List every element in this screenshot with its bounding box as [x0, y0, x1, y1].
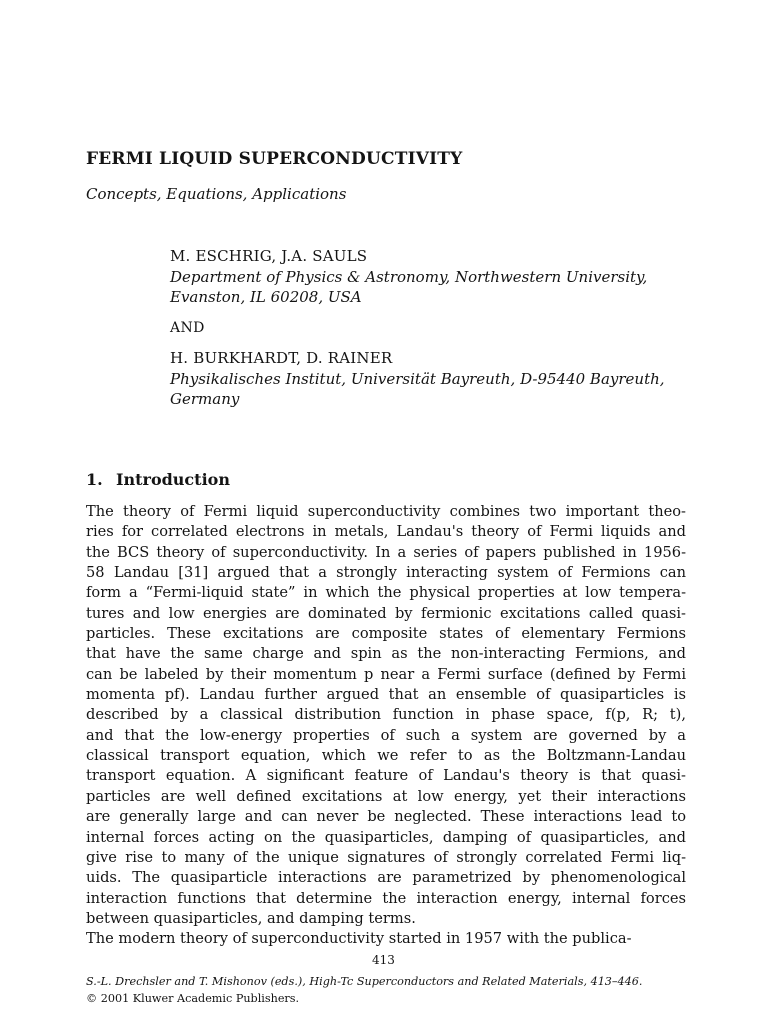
body-line: 58 Landau [31] argued that a strongly interacting system of Fermions can [86, 564, 686, 582]
author-names: H. BURKHARDT, D. RAINER [170, 349, 393, 367]
body-line: The theory of Fermi liquid superconductivity combines two important theo- [86, 503, 686, 520]
body-line: The modern theory of superconductivity started in 1957 with the publica- [86, 930, 632, 948]
footer-citation: S.-L. Drechsler and T. Mishonov (eds.), High-Tc Superconductors and Related Materials, 413–446. [86, 975, 643, 988]
body-line: between quasiparticles, and damping terms. [86, 909, 416, 927]
affiliation-line: Germany [170, 390, 240, 408]
body-line: tures and low energies are dominated by fermionic excitations called quasi- [86, 604, 686, 622]
body-line: ries for correlated electrons in metals, Landau's theory of Fermi liquids and [86, 523, 686, 541]
paper-title: FERMI LIQUID SUPERCONDUCTIVITY [86, 149, 463, 169]
body-line: can be labeled by their momentum p near a Fermi surface (defined by Fermi [86, 665, 686, 683]
footer [86, 974, 642, 1007]
section-title: Introduction [116, 470, 230, 489]
affiliation-line: Evanston, IL 60208, USA [170, 288, 362, 306]
body-line: described by a classical distribution function in phase space, f(p, R; t), [86, 706, 686, 724]
affiliation-line: Physikalisches Institut, Universität Bayreuth, D-95440 Bayreuth, [170, 369, 665, 388]
body-line: form a “Fermi-liquid state” in which the physical properties at low tempera- [86, 584, 686, 602]
body-line: interaction functions that determine the interaction energy, internal forces [86, 889, 686, 907]
footer-copyright: © 2001 Kluwer Academic Publishers. [86, 991, 300, 1005]
body-line: classical transport equation, which we refer to as the Boltzmann-Landau [86, 747, 686, 765]
body-line: the BCS theory of superconductivity. In a series of papers published in 1956- [86, 543, 686, 561]
paper-subtitle: Concepts, Equations, Applications [86, 185, 347, 203]
body-paragraph [86, 502, 686, 950]
body-line: momenta pf). Landau further argued that an ensemble of quasiparticles is [86, 686, 686, 704]
body-line: internal forces acting on the quasiparticles, damping of quasiparticles, and [86, 828, 686, 846]
section-heading [86, 470, 230, 489]
body-line: give rise to many of the unique signatures of strongly correlated Fermi liq- [86, 848, 686, 866]
body-line: particles are well defined excitations at low energy, yet their interactions [86, 787, 686, 805]
body-line: particles. These excitations are composite states of elementary Fermions [86, 625, 686, 643]
body-line: that have the same charge and spin as the non-interacting Fermions, and [86, 645, 686, 663]
body-line: and that the low-energy properties of such a system are governed by a [86, 726, 686, 744]
author-block-1 [170, 246, 690, 308]
affiliation-line: Department of Physics & Astronomy, Northwestern University, [170, 267, 648, 286]
body-line: transport equation. A significant feature of Landau's theory is that quasi- [86, 767, 686, 785]
author-names: M. ESCHRIG, J.A. SAULS [170, 247, 368, 265]
page-number: 413 [372, 953, 395, 967]
section-number: 1. [86, 470, 103, 489]
body-line: uids. The quasiparticle interactions are parametrized by phenomenological [86, 869, 686, 887]
author-separator: AND [170, 320, 205, 336]
author-block-2 [170, 348, 690, 410]
body-line: are generally large and can never be neglected. These interactions lead to [86, 808, 686, 826]
